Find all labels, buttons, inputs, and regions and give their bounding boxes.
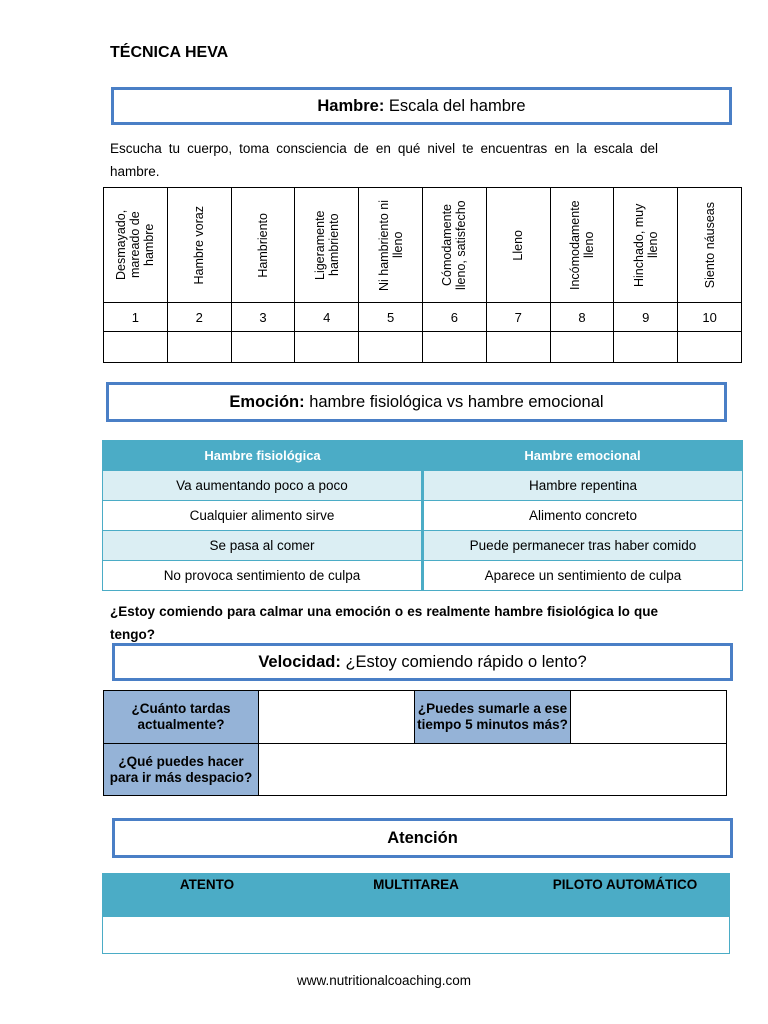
speed-question-current-time: ¿Cuánto tardas actualmente? — [104, 691, 259, 744]
speed-subtitle: ¿Estoy comiendo rápido o lento? — [345, 652, 587, 671]
attention-header-autopilot: PILOTO AUTOMÁTICO — [521, 874, 730, 917]
scale-mark-cell[interactable] — [359, 332, 423, 363]
speed-answer-current-time[interactable] — [259, 691, 415, 744]
emotion-section-box — [106, 382, 727, 422]
emotion-cell: Hambre repentina — [423, 471, 743, 501]
attention-title: Atención — [387, 828, 458, 847]
scale-number: 10 — [678, 303, 742, 332]
scale-number: 7 — [486, 303, 550, 332]
hunger-label: Hambre: — [317, 96, 385, 115]
speed-answer-add-minutes[interactable] — [571, 691, 727, 744]
scale-mark-cell[interactable] — [614, 332, 678, 363]
hunger-scale-table — [103, 187, 742, 363]
emotion-question: ¿Estoy comiendo para calmar una emoción o es realmente hambre fisiológica lo que tengo? — [110, 604, 658, 642]
scale-number: 4 — [295, 303, 359, 332]
emotion-label: Emoción: — [229, 392, 305, 411]
scale-number: 8 — [550, 303, 614, 332]
scale-label: Hambre voraz — [192, 205, 207, 285]
hunger-intro: Escucha tu cuerpo, toma consciencia de en qué nivel te encuentras en la escala del hambre. — [110, 141, 658, 179]
page-title: TÉCNICA HEVA — [110, 44, 229, 61]
speed-section-box — [112, 643, 733, 681]
scale-label: Ligeramente hambriento — [312, 210, 341, 280]
scale-label: Lleno — [511, 229, 526, 261]
scale-number: 9 — [614, 303, 678, 332]
scale-number: 6 — [422, 303, 486, 332]
scale-number: 1 — [104, 303, 168, 332]
scale-number: 5 — [359, 303, 423, 332]
emotion-table — [102, 440, 743, 591]
scale-label: Desmayado, mareado de hambre — [114, 209, 157, 281]
scale-label: Incómodamente lleno — [567, 200, 596, 290]
scale-label: Hinchado, muy lleno — [631, 203, 660, 287]
attention-section-box — [112, 818, 733, 858]
scale-number: 2 — [167, 303, 231, 332]
scale-mark-cell[interactable] — [231, 332, 295, 363]
scale-mark-cell[interactable] — [550, 332, 614, 363]
scale-label: Ni hambriento ni lleno — [376, 199, 405, 291]
emotion-cell: Alimento concreto — [423, 501, 743, 531]
scale-mark-cell[interactable] — [486, 332, 550, 363]
scale-label: Hambriento — [255, 212, 270, 278]
emotion-cell: No provoca sentimiento de culpa — [103, 561, 423, 591]
hunger-section-box — [111, 87, 732, 125]
scale-mark-cell[interactable] — [422, 332, 486, 363]
speed-table — [103, 690, 727, 796]
scale-label: Cómodamente lleno, satisfecho — [440, 200, 469, 290]
hunger-subtitle: Escala del hambre — [388, 96, 526, 115]
speed-answer-slow-down[interactable] — [259, 744, 727, 796]
emotion-cell: Se pasa al comer — [103, 531, 423, 561]
scale-mark-cell[interactable] — [167, 332, 231, 363]
emotion-cell: Cualquier alimento sirve — [103, 501, 423, 531]
speed-label: Velocidad: — [258, 652, 341, 671]
emotion-header-emotional: Hambre emocional — [423, 441, 743, 471]
scale-mark-cell[interactable] — [295, 332, 359, 363]
scale-label: Siento náuseas — [702, 201, 717, 289]
speed-question-add-minutes: ¿Puedes sumarle a ese tiempo 5 minutos más? — [415, 691, 571, 744]
emotion-header-physiological: Hambre fisiológica — [103, 441, 423, 471]
attention-answer-row[interactable] — [103, 917, 730, 954]
speed-question-slow-down: ¿Qué puedes hacer para ir más despacio? — [104, 744, 259, 796]
footer-url: www.nutritionalcoaching.com — [296, 973, 472, 988]
emotion-cell: Aparece un sentimiento de culpa — [423, 561, 743, 591]
emotion-cell: Puede permanecer tras haber comido — [423, 531, 743, 561]
scale-mark-cell[interactable] — [104, 332, 168, 363]
attention-header-attentive: ATENTO — [103, 874, 312, 917]
scale-number: 3 — [231, 303, 295, 332]
attention-header-multitask: MULTITAREA — [312, 874, 521, 917]
scale-mark-cell[interactable] — [678, 332, 742, 363]
emotion-cell: Va aumentando poco a poco — [103, 471, 423, 501]
attention-table — [102, 873, 730, 954]
emotion-subtitle: hambre fisiológica vs hambre emocional — [309, 392, 604, 411]
